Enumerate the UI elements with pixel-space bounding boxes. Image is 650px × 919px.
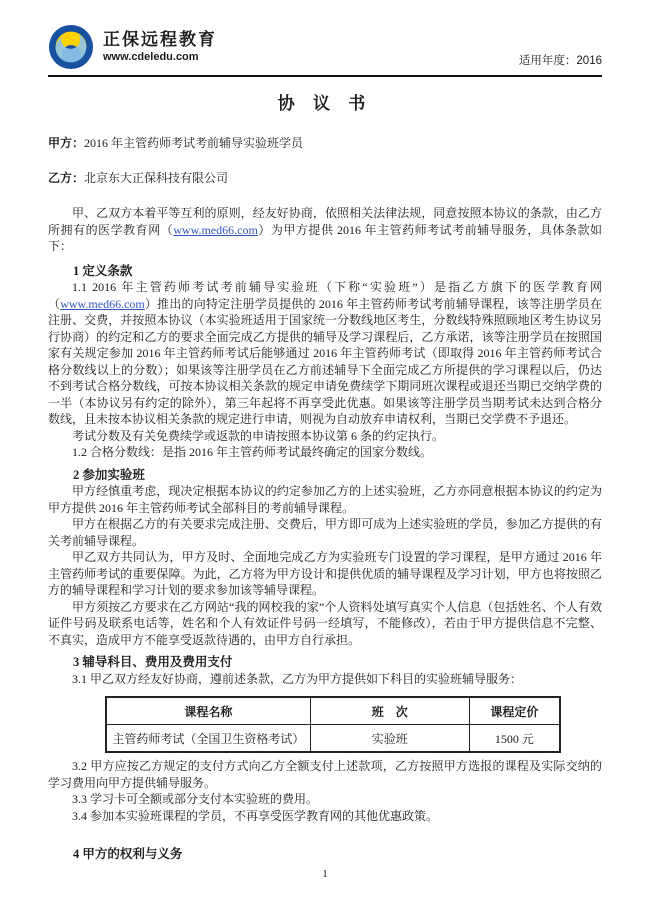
party-a-text: 2016 年主管药师考试考前辅导实验班学员: [84, 136, 304, 150]
clause-3-1: 3.1 甲乙双方经友好协商，遵前述条款，乙方为甲方提供如下科目的实验班辅导服务：: [72, 671, 523, 686]
table-row: [106, 725, 560, 753]
party-b-text: 北京东大正保科技有限公司: [84, 171, 229, 185]
section2-paragraph-2: 甲方在根据乙方的有关要求完成注册、交费后，甲方即可成为上述实验班的学员，参加乙方提供的有关考前辅导课程。: [48, 517, 602, 548]
header-course-price: 课程定价: [469, 697, 560, 725]
section2-paragraph-3: 甲乙双方共同认为，甲方及时、全面地完成乙方为实验班专门设置的学习课程，是甲方通过 2016 年主管药师考试的重要保障。为此，乙方将为甲方设计和提供优质的辅导课程及学习计划，甲方也将按照乙方的辅导课程和学习计划的要求参加该等辅导课程。: [48, 550, 602, 597]
clause-1-2: 1.2 合格分数线：是指 2016 年主管药师考试最终确定的国家分数线。: [72, 445, 433, 459]
document-title: 协 议 书: [277, 94, 373, 113]
party-b-label: 乙方：: [48, 171, 85, 185]
brand-url: www.cdeledu.com: [103, 51, 199, 63]
section1-heading: 1 定义条款: [73, 263, 133, 278]
zhengbao-logo-icon: [48, 24, 94, 70]
brand-name: 正保远程教育: [103, 30, 217, 49]
table-header-row: [106, 697, 560, 725]
med66-link-2[interactable]: www.med66.com: [60, 296, 145, 311]
party-b-line: [48, 170, 602, 186]
brand-text: [103, 30, 217, 64]
clause-3-4: 3.4 参加本实验班课程的学员，不再享受医学教育网的其他优惠政策。: [72, 808, 439, 823]
intro-text-2: ）为甲方提供 2016 年主管药师考试考前辅导服务，具体条款如下：: [48, 222, 602, 253]
section2-paragraph-1: 甲方经慎重考虑，现决定根据本协议的约定参加乙方的上述实验班，乙方亦同意根据本协议的约定为甲方提供 2016 年主管药师考试全部科目的考前辅导课程。: [48, 484, 602, 515]
med66-link[interactable]: www.med66.com: [173, 222, 258, 237]
party-a-label: 甲方：: [48, 136, 85, 150]
section2-paragraph-4: 甲方须按乙方要求在乙方网站“我的网校我的家”个人资料处填写真实个人信息（包括姓名、个人有效证件号码及联系电话等，姓名和个人有效证件号码一经填写，不能修改），若由于甲方提供信息不完整、不真实，造成甲方不能享受返款待遇的，由甲方自行承担。: [48, 599, 602, 647]
cell-course-name: 主管药师考试（全国卫生资格考试）: [106, 725, 310, 753]
section4-heading: 4 甲方的权利与义务: [73, 847, 183, 861]
header-course-name: 课程名称: [106, 697, 310, 725]
clause-1-1: [48, 279, 602, 428]
section2-heading: 2 参加实验班: [73, 467, 145, 482]
clause-1-1-text-2: ）推出的向特定注册学员提供的 2016 年主管药师考试考前辅导课程，该等注册学员在注册、交费，并按照本协议（本实验班适用于国家统一分数线地区考生，分数线特殊照顾地区考生协议另行协商）的约定和乙方的要求全面完成乙方提供的辅导及学习课程后，乙方承诺，该等注册学员在按照国家有关规定参加 2016 年主管药师考试后能够通过 2016 年主管药师考试（即取得 2016 年主管药师考试合格分数线以上的分数）；如果该等注册学员在乙方前述辅导下全面完成乙方所提供的学习课程以后，仍达不到考试合格分数线，可按本协议相关条款的规定申请免费续学下期同班次课程或退还当期已交纳学费的一半（本协议另有约定的除外），第三年起将不再享受此优惠。如果该等注册学员当期考试未达到合格分数线，且未按本协议相关条款的规定进行申请，则视为自动放弃申请权利，当期已交学费不予退还。: [48, 296, 602, 426]
section3-heading: 3 辅导科目、费用及费用支付: [73, 655, 233, 669]
cell-course-price: 1500 元: [469, 725, 560, 753]
header-class-type: 班 次: [310, 697, 469, 725]
clause-3-2: 3.2 甲方应按乙方规定的支付方式向乙方全额支付上述款项，乙方按照甲方选报的课程及实际交纳的学习费用向甲方提供辅导服务。: [48, 759, 602, 790]
intro-text-1: 甲、乙双方本着平等互利的原则，经友好协商，依照相关法律法规，同意按照本协议的条款，由乙方所拥有的医学教育网（: [48, 206, 602, 237]
cell-class-type: 实验班: [310, 725, 469, 753]
clause-score-note: 考试分数及有关免费续学或返款的申请按照本协议第 6 条的约定执行。: [72, 428, 445, 443]
clause-1-1-text-1: 1.1 2016 年主管药师考试考前辅导实验班（下称“实验班”）是指乙方旗下的医学教育网（: [48, 280, 602, 311]
intro-paragraph: [48, 205, 602, 255]
party-a-line: [48, 135, 602, 151]
brand-block: [48, 24, 217, 70]
applicable-year-label: 适用年度：2016: [518, 55, 602, 67]
clause-3-3: 3.3 学习卡可全额或部分支付本实验班的费用。: [72, 792, 319, 806]
page-number: 1: [322, 867, 328, 880]
course-fee-table: [105, 696, 561, 753]
page-header: [48, 24, 602, 77]
